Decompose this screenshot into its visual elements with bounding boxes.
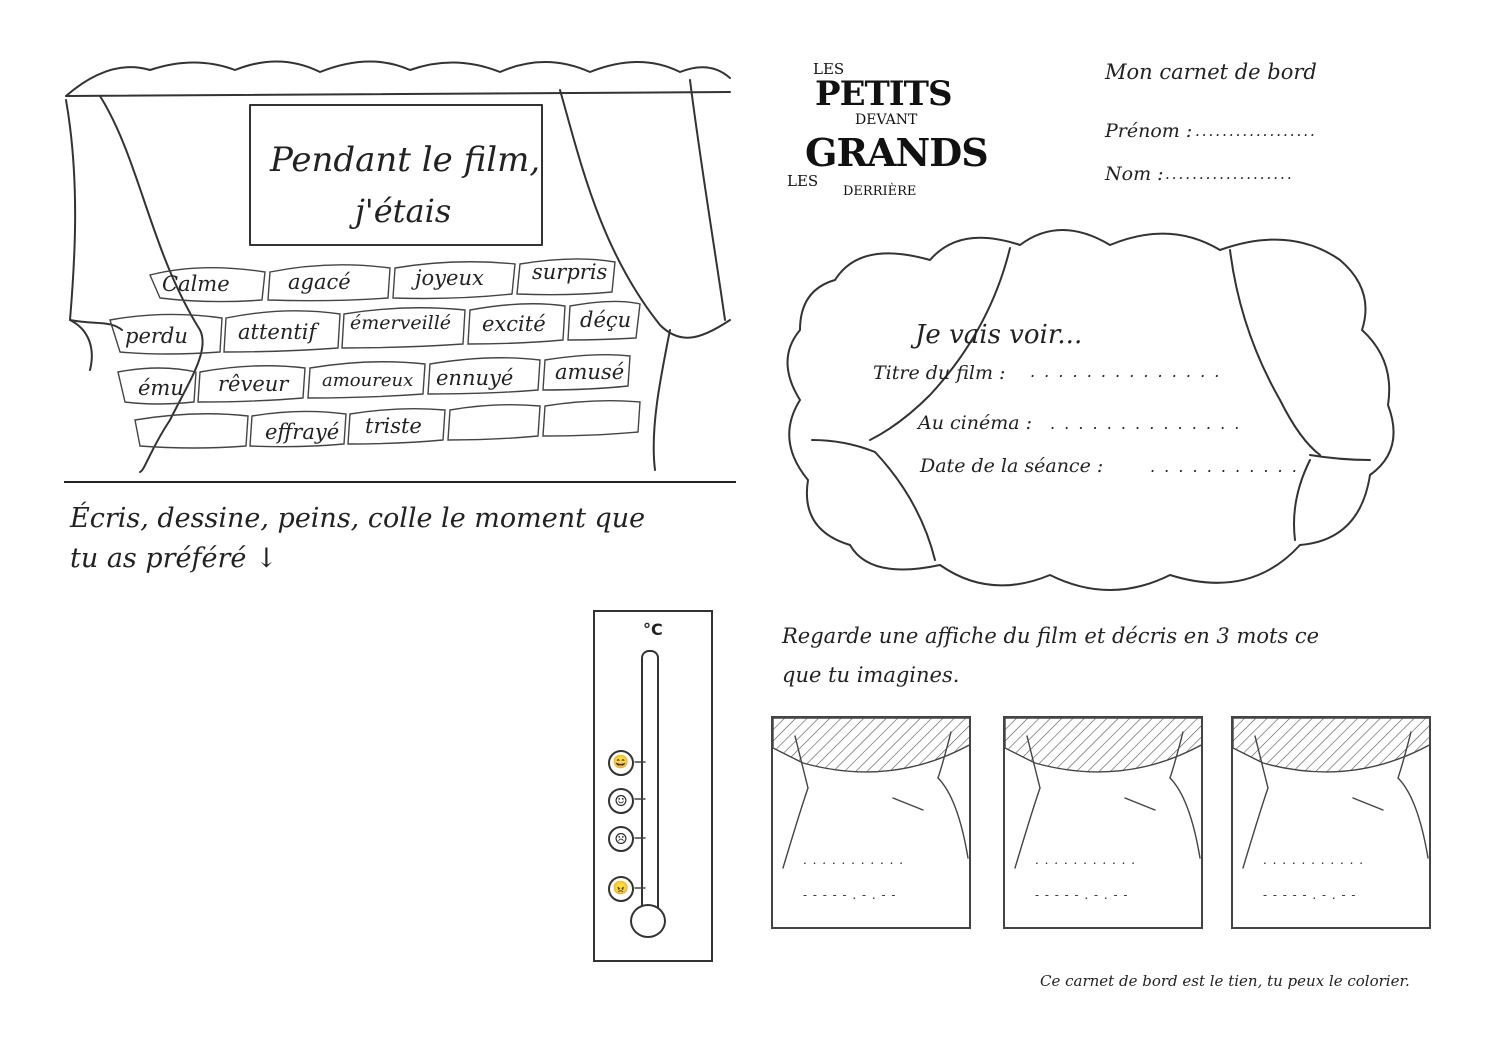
frame-1-line2: - - - - - . - . - -: [803, 888, 897, 902]
emotion-calme: Calme: [162, 272, 230, 296]
screen-title-line2: j'étais: [355, 192, 452, 230]
emotion-triste: triste: [365, 414, 422, 438]
emotion-agace: agacé: [288, 270, 351, 294]
titre-label: Titre du film :: [873, 362, 1006, 384]
emotion-reveur: rêveur: [218, 372, 289, 396]
emotion-joyeux: joyeux: [415, 266, 484, 290]
emotion-surpris: surpris: [532, 260, 608, 284]
carnet-title: Mon carnet de bord: [1105, 60, 1317, 84]
emotion-emu: ému: [138, 376, 184, 400]
drawing-instruction-line2: tu as préféré ↓: [70, 543, 278, 574]
emotion-decu: déçu: [580, 308, 632, 332]
laughing-face-icon: 😄: [608, 750, 634, 776]
emotion-ennuye: ennuyé: [436, 366, 514, 390]
poster-frame-3[interactable]: [1231, 716, 1431, 929]
cinema-label: Au cinéma :: [918, 412, 1032, 434]
drawing-instruction-line1: Écris, dessine, peins, colle le moment que: [70, 503, 646, 534]
cinema-field[interactable]: . . . . . . . . . . . . . .: [1050, 414, 1242, 433]
emotion-amoureux: amoureux: [322, 370, 414, 391]
emotion-perdu: perdu: [125, 324, 188, 348]
nom-label: Nom :: [1105, 163, 1164, 185]
prenom-field[interactable]: ..................: [1195, 122, 1317, 140]
logo-grands: GRANDS: [805, 130, 988, 175]
emotion-effraye: effrayé: [265, 420, 340, 444]
screen-title-line1: Pendant le film,: [270, 140, 541, 180]
cloud-heading: Je vais voir...: [915, 320, 1083, 350]
poster-instruction-line1: Regarde une affiche du film et décris en 3 mots ce: [782, 624, 1320, 648]
titre-field[interactable]: . . . . . . . . . . . . . .: [1030, 362, 1222, 381]
frame-3-line1: . . . . . . . . . . .: [1263, 853, 1365, 867]
logo-devant: DEVANT: [855, 112, 918, 128]
sad-face-icon: ☹: [608, 826, 634, 852]
emotion-excite: excité: [482, 312, 546, 336]
frame-1-line1: . . . . . . . . . . .: [803, 853, 905, 867]
thermometer-unit: °C: [643, 620, 663, 639]
poster-frame-1[interactable]: [771, 716, 971, 929]
angry-face-icon: 😠: [608, 876, 634, 902]
logo-derriere: DERRIÈRE: [843, 184, 917, 199]
logo-les-bottom: LES: [787, 172, 819, 190]
poster-frame-2[interactable]: [1003, 716, 1203, 929]
date-field[interactable]: . . . . . . . . . . .: [1150, 457, 1299, 476]
date-label: Date de la séance :: [920, 455, 1104, 477]
smiling-face-icon: ☺: [608, 788, 634, 814]
emotion-emerveille: émerveillé: [350, 312, 452, 334]
footer-note: Ce carnet de bord est le tien, tu peux le colorier.: [1040, 972, 1410, 990]
logo-les-top: LES: [813, 60, 845, 78]
emotion-amuse: amusé: [555, 360, 625, 384]
frame-2-line1: . . . . . . . . . . .: [1035, 853, 1137, 867]
frame-2-line2: - - - - - . - . - -: [1035, 888, 1129, 902]
emotion-attentif: attentif: [238, 320, 317, 344]
nom-field[interactable]: ...................: [1165, 165, 1294, 183]
poster-instruction-line2: que tu imagines.: [782, 663, 960, 687]
logo-petits: PETITS: [815, 74, 952, 114]
frame-3-line2: - - - - - . - . - -: [1263, 888, 1357, 902]
prenom-label: Prénom :: [1105, 120, 1193, 142]
